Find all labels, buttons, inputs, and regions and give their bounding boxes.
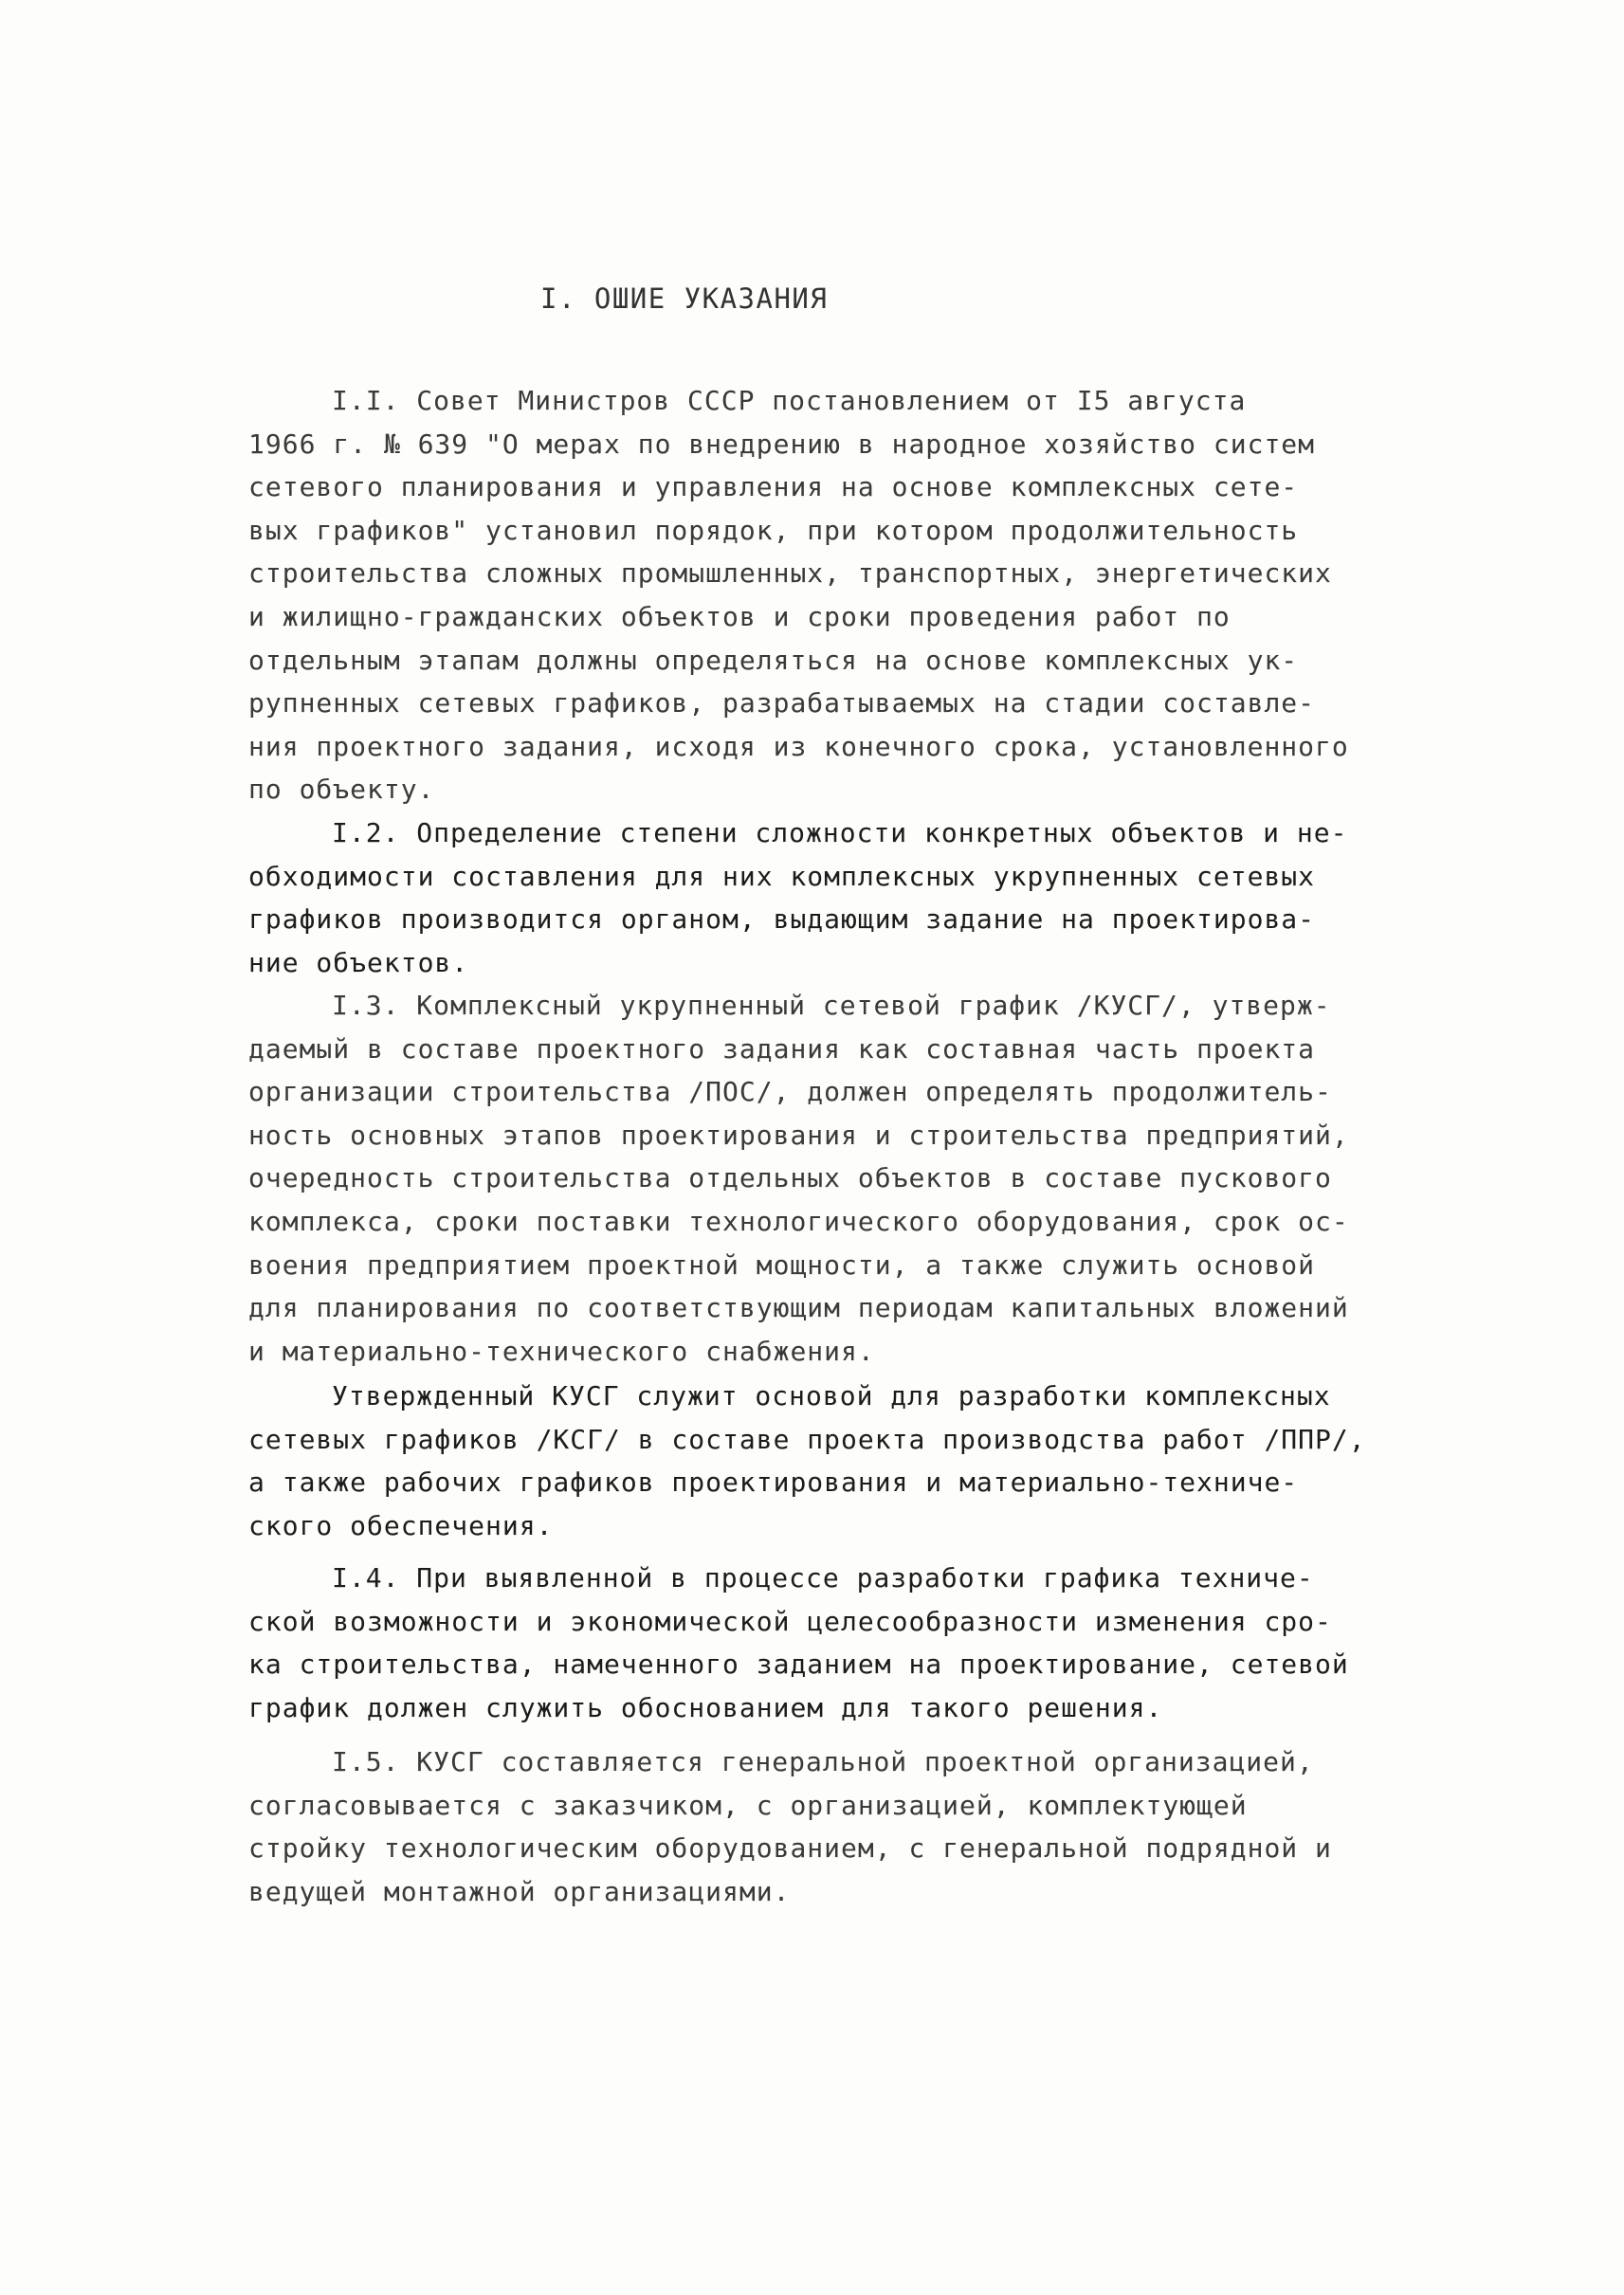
paragraph-line: стройку технологическим оборудованием, с генеральной подрядной и xyxy=(248,1832,1332,1865)
paragraph-line: по объекту. xyxy=(248,774,435,806)
paragraph-line: Утвержденный КУСГ служит основой для разработки комплексных xyxy=(332,1380,1331,1412)
paragraph-line: ния проектного задания, исходя из конечного срока, установленного xyxy=(248,730,1349,762)
paragraph-line: вых графиков" установил порядок, при котором продолжительность xyxy=(248,514,1299,546)
paragraph-line: ведущей монтажной организациями. xyxy=(248,1875,791,1907)
paragraph-1-2 xyxy=(248,811,1405,984)
paragraph-line: I.I. Совет Министров СССР постановлением от I5 августа xyxy=(332,385,1247,416)
paragraph-line: строительства сложных промышленных, транспортных, энергетических xyxy=(248,557,1332,590)
paragraph-line: ность основных этапов проектирования и строительства предприятий, xyxy=(248,1119,1349,1151)
paragraph-line: графиков производится органом, выдающим задание на проектирова- xyxy=(248,903,1316,936)
paragraph-line: а также рабочих графиков проектирования и материально-техниче- xyxy=(248,1466,1299,1499)
paragraph-line: воения предприятием проектной мощности, а также служить основой xyxy=(248,1248,1316,1281)
paragraph-1-1 xyxy=(248,379,1405,811)
section-title: I. ОШИЕ УКАЗАНИЯ xyxy=(540,282,829,315)
paragraph-1-5 xyxy=(248,1740,1405,1913)
paragraph-line: согласовывается с заказчиком, с организацией, комплектующей xyxy=(248,1789,1248,1821)
paragraph-line: ской возможности и экономической целесообразности изменения сро- xyxy=(248,1605,1332,1637)
paragraph-line: организации строительства /ПОС/, должен определять продолжитель- xyxy=(248,1076,1332,1108)
paragraph-line: I.2. Определение степени сложности конкретных объектов и не- xyxy=(332,817,1348,848)
paragraph-line: и материально-технического снабжения. xyxy=(248,1335,875,1367)
paragraph-1-4 xyxy=(248,1557,1405,1729)
paragraph-line: I.5. КУСГ составляется генеральной проектной организацией, xyxy=(332,1746,1314,1777)
paragraph-line: ского обеспечения. xyxy=(248,1509,554,1541)
paragraph-line: отдельным этапам должны определяться на основе комплексных ук- xyxy=(248,644,1299,676)
paragraph-line: I.3. Комплексный укрупненный сетевой график /КУСГ/, утверж- xyxy=(332,990,1331,1021)
paragraph-line: комплекса, сроки поставки технологического оборудования, срок ос- xyxy=(248,1205,1349,1237)
paragraph-line: ние объектов. xyxy=(248,946,469,978)
paragraph-line: для планирования по соответствующим периодам капитальных вложений xyxy=(248,1292,1349,1324)
paragraph-line: график должен служить обоснованием для такого решения. xyxy=(248,1691,1163,1723)
paragraph-line: ка строительства, намеченного заданием на проектирование, сетевой xyxy=(248,1648,1349,1681)
paragraph-line: сетевого планирования и управления на основе комплексных сете- xyxy=(248,471,1299,503)
paragraph-line: сетевых графиков /КСГ/ в составе проекта производства работ /ППР/, xyxy=(248,1423,1366,1455)
paragraph-line: рупненных сетевых графиков, разрабатываемых на стадии составле- xyxy=(248,687,1316,719)
paragraph-line: и жилищно-гражданских объектов и сроки проведения работ по xyxy=(248,600,1231,632)
paragraph-line: очередность строительства отдельных объектов в составе пускового xyxy=(248,1162,1332,1194)
paragraph-line: обходимости составления для них комплексных укрупненных сетевых xyxy=(248,860,1316,892)
paragraph-1-3 xyxy=(248,984,1405,1373)
paragraph-line: I.4. При выявленной в процессе разработки графика техниче- xyxy=(332,1562,1314,1594)
paragraph-line: даемый в составе проектного задания как составная часть проекта xyxy=(248,1032,1316,1065)
paragraph-approved-kusg xyxy=(248,1375,1405,1547)
paragraph-line: 1966 г. № 639 "О мерах по внедрению в народное хозяйство систем xyxy=(248,428,1316,460)
